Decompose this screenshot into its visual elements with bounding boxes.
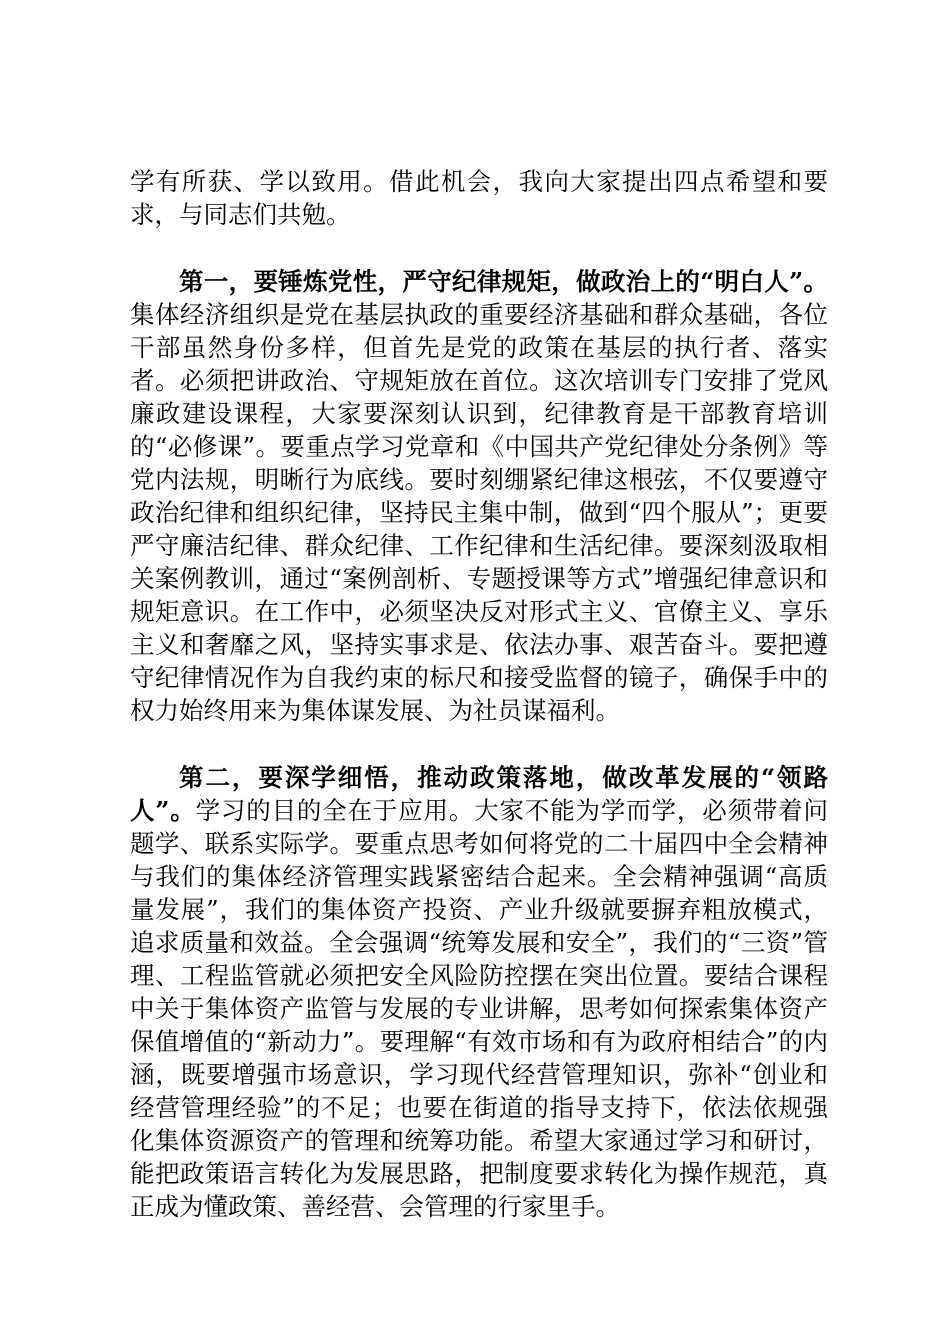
paragraph-body: 集体经济组织是党在基层执政的重要经济基础和群众基础，各位干部虽然身份多样，但首先是党的政策在基层的执行者、落实者。必须把讲政治、守规矩放在首位。这次培训专门安排了党风廉政建设课程，大家要深刻认识到，纪律教育是干部教育培训的“必修课”。要重点学习党章和《中国共产党纪律处分条例》等党内法规，明晰行为底线。要时刻绷紧纪律这根弦，不仅要遵守政治纪律和组织纪律，坚持民主集中制，做到“四个服从”；更要严守廉洁纪律、群众纪律、工作纪律和生活纪律。要深刻汲取相关案例教训，通过“案例剖析、专题授课等方式”增强纪律意识和规矩意识。在工作中，必须坚决反对形式主义、官僚主义、享乐主义和奢靡之风，坚持实事求是、依法办事、艰苦奋斗。要把遵守纪律情况作为自我约束的标尺和接受监督的镜子，确保手中的权力始终用来为集体谋发展、为社员谋福利。 [130,300,828,725]
paragraph-lead: 第二，要深学细悟，推动政策落地，做改革发展的“领路人”。 [130,763,828,825]
document-page [130,165,828,1257]
paragraph-intro [130,165,828,231]
paragraph-point-2 [130,761,828,1223]
paragraph-body: 学习的目的全在于应用。大家不能为学而学，必须带着问题学、联系实际学。要重点思考如何将党的二十届四中全会精神与我们的集体经济管理实践紧密结合起来。全会精神强调“高质量发展”，我们的集体资产投资、产业升级就要摒弃粗放模式，追求质量和效益。全会强调“统筹发展和安全”，我们的“三资”管理、工程监管就必须把安全风险防控摆在突出位置。要结合课程中关于集体资产监管与发展的专业讲解，思考如何探索集体资产保值增值的“新动力”。要理解“有效市场和有为政府相结合”的内涵，既要增强市场意识，学习现代经营管理知识，弥补“创业和经营管理经验”的不足；也要在街道的指导支持下，依法依规强化集体资源资产的管理和统筹功能。希望大家通过学习和研讨，能把政策语言转化为发展思路，把制度要求转化为操作规范，真正成为懂政策、善经营、会管理的行家里手。 [130,796,829,1221]
paragraph-lead: 第一，要锤炼党性，严守纪律规矩，做政治上的“明白人”。 [179,267,828,296]
paragraph-point-1 [130,265,828,727]
paragraph-body: 学有所获、学以致用。借此机会，我向大家提出四点希望和要求，与同志们共勉。 [130,167,828,229]
